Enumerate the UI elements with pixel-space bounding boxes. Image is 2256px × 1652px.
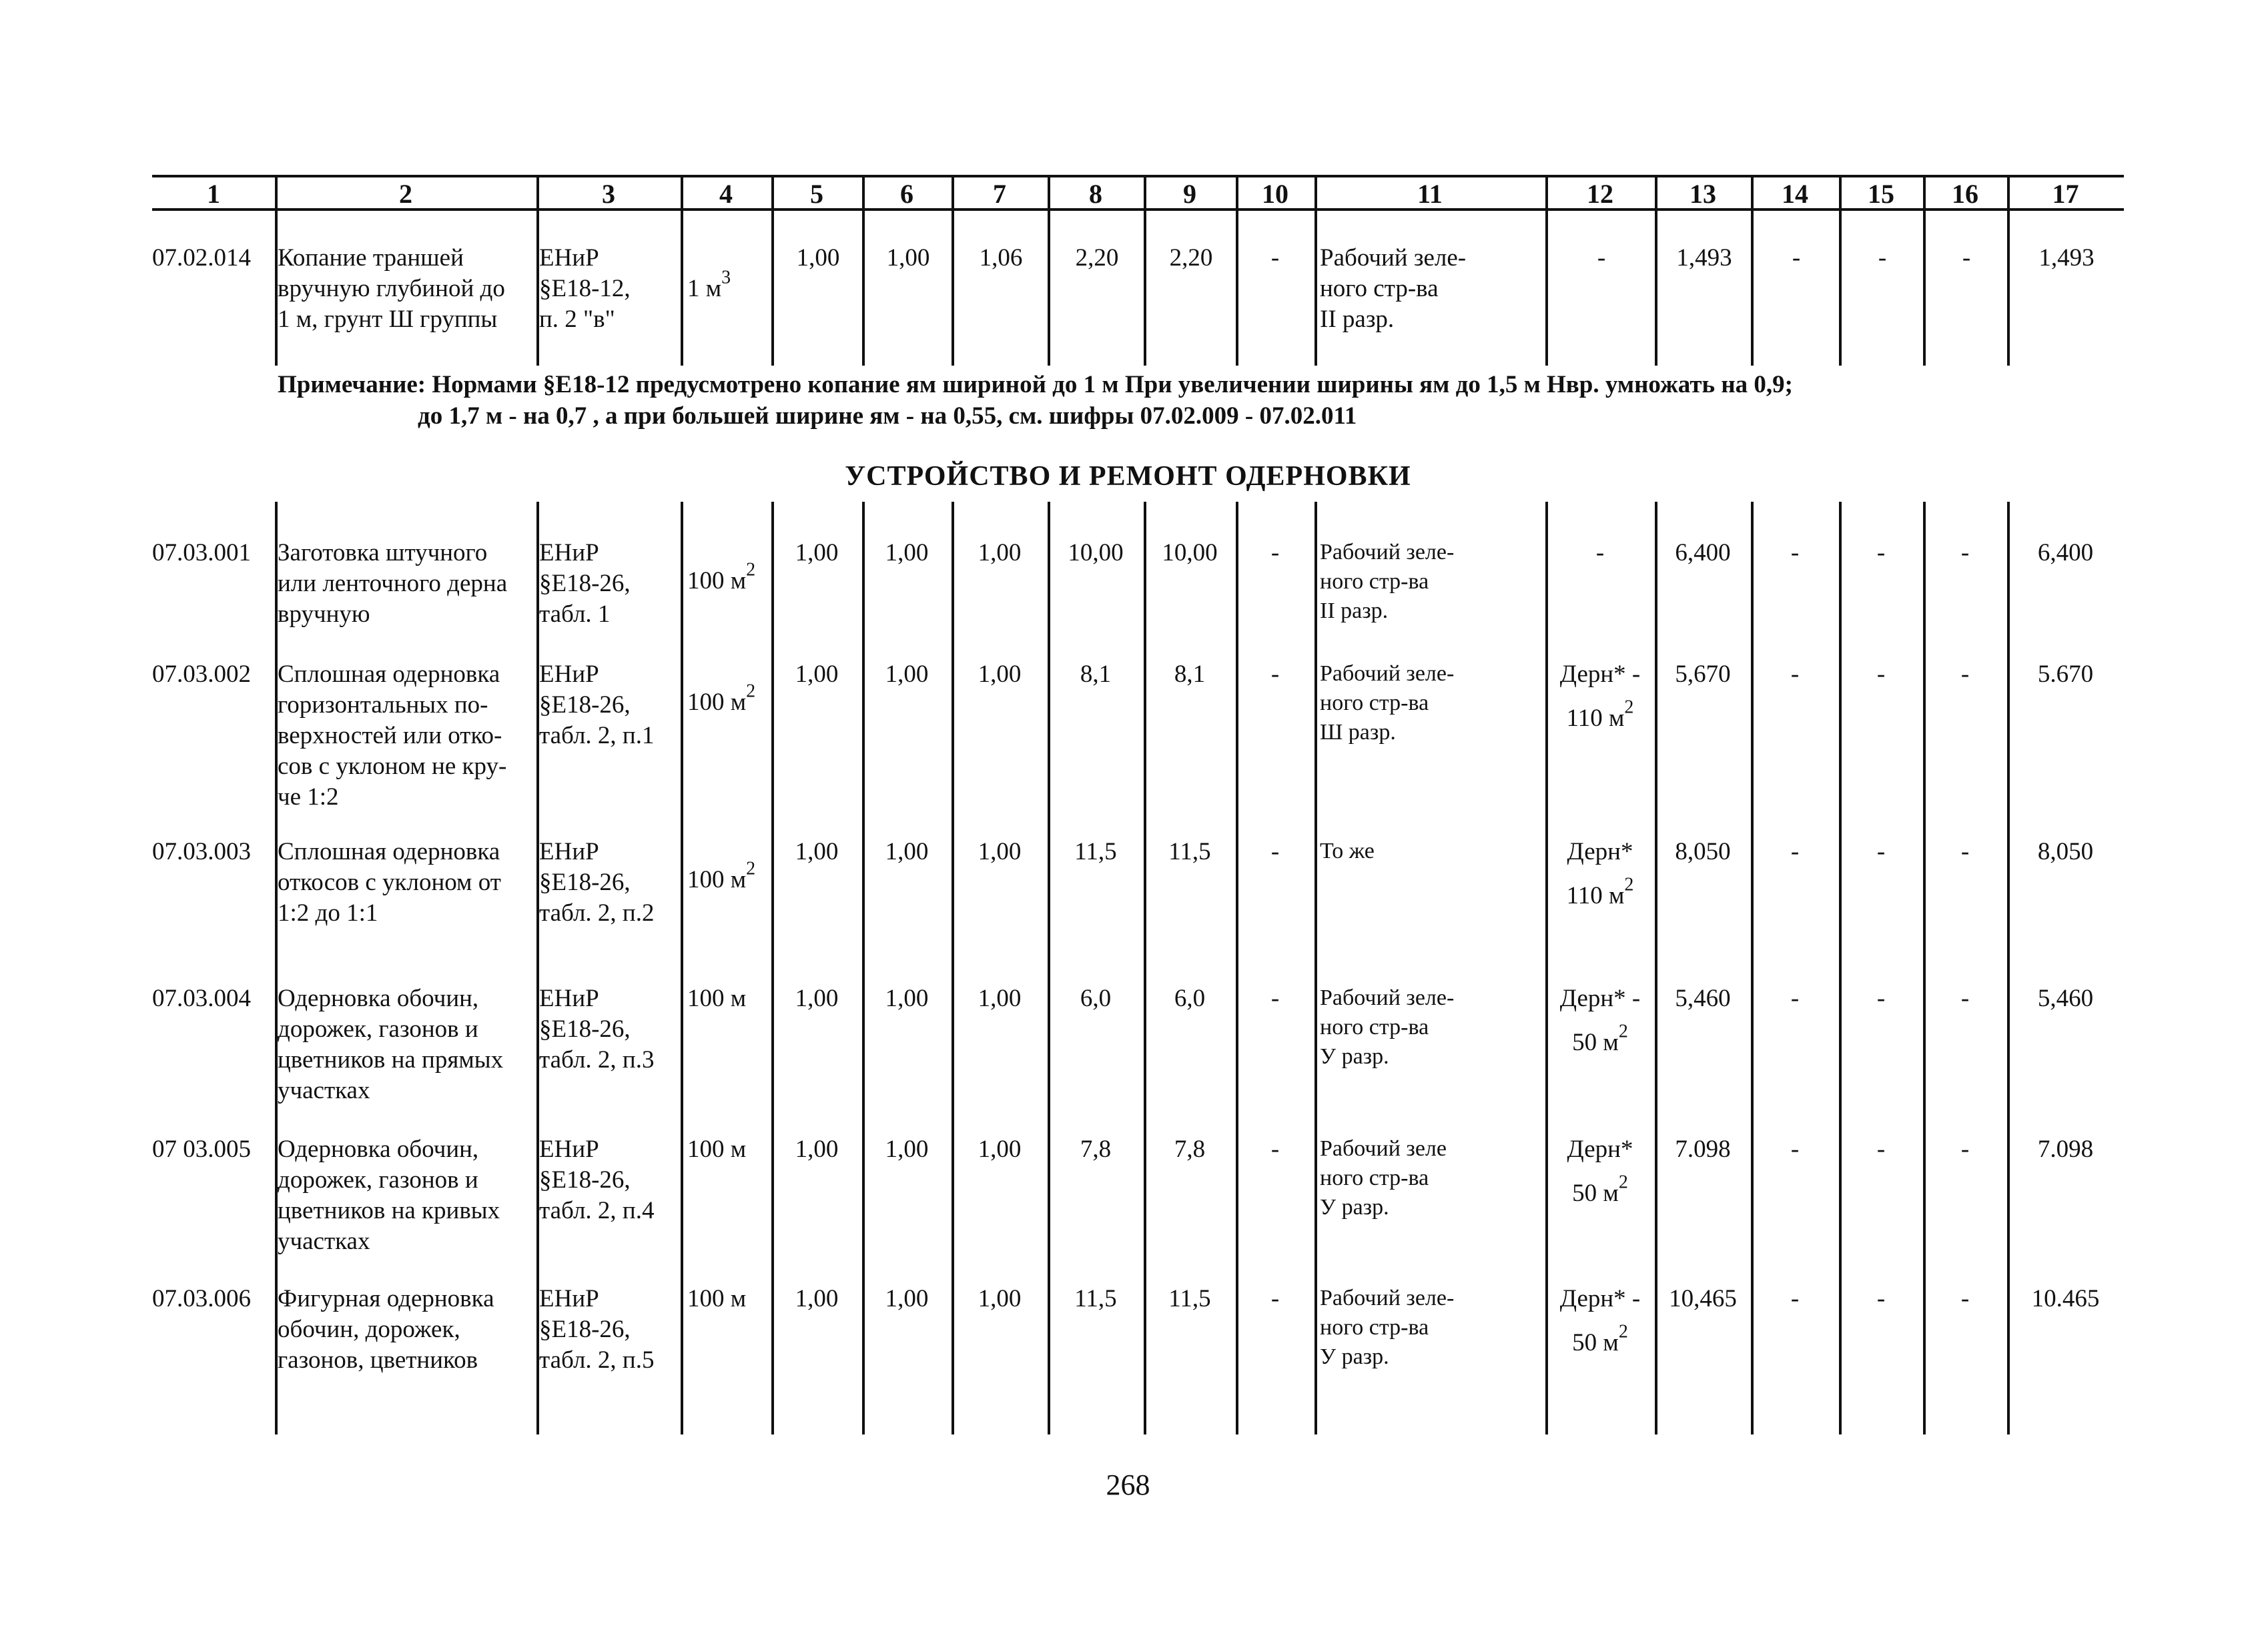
row-work-name-line: горизонтальных по- [278,691,488,719]
row-work-name-line: участках [278,1077,370,1104]
row-code: 07.03.003 [152,838,251,865]
row-code: 07.03.001 [152,539,251,566]
row-material-base: 50 м [1572,1180,1619,1207]
row-unit: 1 $м^3$ [687,267,731,302]
row-material-base: 110 м [1566,882,1625,909]
row-material [1545,538,1655,568]
row-worker [1320,1284,1454,1372]
row-worker-line: ного стр-ва [1320,569,1429,594]
row-norm-reference [539,1284,654,1376]
row-col6: 1,00 [885,661,929,688]
row-worker [1320,983,1454,1072]
row-norm-reference: ЕНиР §Е18-12, п. 2 "в" [539,244,631,333]
column-rule [681,502,683,1434]
row-col17: 10.465 [2031,1285,2100,1312]
row-material-base: 110 м [1566,705,1625,732]
row-norm-line: табл. 2, п.4 [539,1197,655,1224]
column-rule [681,175,683,366]
row-norm-reference [539,538,631,630]
row-col16: - [1960,985,1970,1012]
row-worker-line: II разр. [1320,598,1389,623]
row-material-base: 50 м [1572,1329,1619,1356]
row-worker-line: ного стр-ва [1320,1166,1429,1190]
row-col14: - [1790,1136,1800,1163]
row-col14: - [1790,1285,1800,1312]
row-unit-exponent: 2 [746,559,756,580]
row-col8: 11,5 [1074,1285,1117,1312]
row-col13: 7.098 [1675,1136,1731,1163]
row-col10: - [1270,838,1280,865]
header-col-1: 1 [207,178,220,209]
row-work-name-line: дорожек, газонов и [278,1166,478,1194]
row-col15: - [1876,838,1886,865]
row-work-name-line: вручную [278,600,370,628]
row-worker [1320,538,1454,626]
row-material-exponent: 2 [1618,1321,1628,1342]
row-work-name [278,1134,500,1257]
row-norm-reference [539,983,654,1076]
row-worker-line: У разр. [1320,1044,1389,1069]
row-work-name-line: Одерновка обочин, [278,985,479,1012]
row-norm-line: §Е18-26, [539,1166,631,1194]
row-col5: 1,00 [796,244,840,272]
row-col9: 7,8 [1174,1136,1206,1163]
row-code: 07.02.014 [152,244,251,272]
row-work-name-line: дорожек, газонов и [278,1015,478,1043]
row-col10: - [1270,1285,1280,1312]
row-worker-line: У разр. [1320,1195,1389,1220]
row-col17: 5.670 [2037,661,2094,688]
row-material-label: Дерн* [1567,1136,1633,1163]
row-norm-line: ЕНиР [539,838,599,865]
row-unit [687,559,756,596]
row-worker-line: ного стр-ва [1320,691,1429,715]
row-col8: 11,5 [1074,838,1117,865]
row-col6: 1,00 [885,1285,929,1312]
row-col13: 5,670 [1675,661,1731,688]
header-col-2: 2 [399,178,412,209]
row-col7: 1,00 [978,1136,1022,1163]
row-worker [1320,659,1454,747]
row-col15: - [1876,1285,1886,1312]
row-work-name-line: или ленточного дерна [278,570,508,597]
row-col12: - [1597,244,1606,272]
row-code: 07.03.004 [152,985,251,1012]
row-col10: - [1270,661,1280,688]
row-col15: - [1876,661,1886,688]
row-material-label: Дерн* - [1559,661,1641,688]
row-work-name-line: сов с уклоном не кру- [278,753,507,780]
row-work-name-line: че 1:2 [278,783,339,811]
row-col9: 10,00 [1162,539,1218,566]
row-worker-line: Рабочий зеле [1320,1136,1447,1161]
row-col16: - [1960,838,1970,865]
row-col7: 1,00 [978,539,1022,566]
row-material-amount [1545,1021,1655,1058]
row-material-base: 50 м [1572,1029,1619,1056]
row-material [1545,837,1655,911]
row-unit-base: 100 м [687,1136,747,1163]
row-col15: - [1878,244,1887,272]
row-unit-exponent: 2 [746,858,756,879]
column-rule [1314,502,1317,1434]
header-col-5: 5 [810,178,823,209]
header-col-14: 14 [1782,178,1808,209]
row-col16: - [1962,244,1971,272]
row-col14: - [1790,985,1800,1012]
row-col6: 1,00 [886,244,930,272]
row-unit [687,858,756,895]
row-norm-line: ЕНиР [539,1136,599,1163]
row-work-name-line: Одерновка обочин, [278,1136,479,1163]
row-unit-base: 100 м [687,985,747,1012]
row-col15: - [1876,985,1886,1012]
row-material-exponent: 2 [1618,1172,1628,1193]
row-col9: 2,20 [1169,244,1213,272]
row-col7: 1,00 [978,838,1022,865]
row-material-exponent: 2 [1624,874,1634,895]
row-col5: 1,00 [795,985,839,1012]
header-col-4: 4 [719,178,733,209]
row-col5: 1,00 [795,1285,839,1312]
row-col17: 5,460 [2037,985,2094,1012]
row-col6: 1,00 [885,1136,929,1163]
row-col5: 1,00 [795,661,839,688]
row-work-name [278,837,501,929]
row-norm-line: табл. 2, п.1 [539,722,655,749]
row-col5: 1,00 [795,1136,839,1163]
header-col-17: 17 [2052,178,2079,209]
row-col10: - [1270,539,1280,566]
header-col-7: 7 [993,178,1006,209]
row-norm-reference [539,659,654,751]
row-col17: 1,493 [2038,244,2095,272]
row-unit-base: 100 м [687,567,747,594]
row-material [1545,659,1655,734]
row-norm-line: §Е18-26, [539,1316,631,1343]
row-col10: - [1270,1136,1280,1163]
row-col9: 6,0 [1174,985,1206,1012]
row-unit-exponent: 2 [746,681,756,702]
row-worker: Рабочий зеле- ного стр-ва II разр. [1320,244,1467,333]
header-col-3: 3 [602,178,615,209]
row-code: 07.03.006 [152,1285,251,1312]
row-worker-line: ного стр-ва [1320,1015,1429,1040]
header-col-8: 8 [1089,178,1102,209]
row-work-name [278,1284,494,1376]
column-rule [1314,175,1317,366]
row-work-name-line: Фигурная одерновка [278,1285,494,1312]
row-col6: 1,00 [885,838,929,865]
row-col13: 5,460 [1675,985,1731,1012]
row-unit [687,1284,746,1314]
header-col-9: 9 [1183,178,1196,209]
row-worker-line: ного стр-ва [1320,1315,1429,1340]
row-col5: 1,00 [795,539,839,566]
row-work-name-line: Сплошная одерновка [278,661,500,688]
row-worker-line: Рабочий зеле- [1320,985,1455,1010]
row-unit-base: 100 м [687,689,747,716]
row-work-name-line: обочин, дорожек, [278,1316,460,1343]
header-col-16: 16 [1952,178,1978,209]
row-worker [1320,837,1375,866]
row-work-name [278,983,503,1106]
row-col14: - [1790,838,1800,865]
header-col-12: 12 [1587,178,1613,209]
header-col-15: 15 [1868,178,1894,209]
row-work-name-line: Заготовка штучного [278,539,488,566]
row-worker-line: Рабочий зеле- [1320,1286,1455,1310]
row-worker-line: Рабочий зеле- [1320,661,1455,686]
row-work-name-line: газонов, цветников [278,1346,478,1374]
row-col14: - [1790,539,1800,566]
row-norm-line: табл. 2, п.5 [539,1346,655,1374]
row-norm-line: §Е18-26, [539,869,631,896]
row-col9: 11,5 [1168,838,1211,865]
row-col17: 6,400 [2037,539,2094,566]
row-norm-line: табл. 2, п.3 [539,1046,655,1074]
row-norm-line: ЕНиР [539,985,599,1012]
row-work-name-line: верхностей или отко- [278,722,502,749]
row-norm-line: табл. 1 [539,600,611,628]
row-col14: - [1792,244,1801,272]
row-material-exponent: 2 [1624,697,1634,718]
header-col-11: 11 [1417,178,1443,209]
row-material-label: Дерн* - [1559,1285,1641,1312]
note-line-2: до 1,7 м - на 0,7 , а при большей ширине ям - на 0,55, см. шифры 07.02.009 - 07.02.011 [418,402,1357,430]
row-col8: 7,8 [1080,1136,1112,1163]
row-material [1545,1134,1655,1209]
row-col16: - [1960,1136,1970,1163]
row-col15: - [1876,1136,1886,1163]
row-material [1545,983,1655,1058]
row-norm-line: табл. 2, п.2 [539,899,655,927]
row-unit [687,1134,746,1165]
row-work-name-line: участках [278,1228,370,1255]
row-material-amount [1545,1321,1655,1358]
row-work-name-line: цветников на кривых [278,1197,500,1224]
row-unit [687,681,756,718]
row-col6: 1,00 [885,985,929,1012]
row-col17: 8,050 [2037,838,2094,865]
row-code: 07.03.002 [152,661,251,688]
row-col16: - [1960,661,1970,688]
header-col-13: 13 [1689,178,1716,209]
row-work-name: Копание траншей вручную глубиной до 1 м, грунт Ш группы [278,244,505,333]
row-norm-line: ЕНиР [539,539,599,566]
row-norm-line: ЕНиР [539,1285,599,1312]
row-col16: - [1960,1285,1970,1312]
row-col8: 8,1 [1080,661,1112,688]
row-worker-line: Ш разр. [1320,720,1396,745]
row-col7: 1,00 [978,661,1022,688]
row-material-amount [1545,697,1655,734]
row-worker [1320,1134,1447,1222]
row-norm-line: §Е18-26, [539,1015,631,1043]
section-title: УСТРОЙСТВО И РЕМОНТ ОДЕРНОВКИ [845,461,1411,492]
row-worker-line: Рабочий зеле- [1320,540,1455,564]
row-col7: 1,06 [979,244,1023,272]
row-norm-line: §Е18-26, [539,570,631,597]
row-work-name-line: откосов с уклоном от [278,869,501,896]
row-col8: 6,0 [1080,985,1112,1012]
row-col14: - [1790,661,1800,688]
row-norm-reference [539,837,654,929]
row-col10: - [1270,244,1280,272]
row-col10: - [1270,985,1280,1012]
row-col16: - [1960,539,1970,566]
row-col7: 1,00 [978,985,1022,1012]
row-col8: 10,00 [1068,539,1124,566]
row-material-exponent: 2 [1618,1021,1628,1042]
row-col9: 8,1 [1174,661,1206,688]
row-unit-base: 100 м [687,1285,747,1312]
row-unit [687,983,746,1014]
header-col-6: 6 [900,178,913,209]
row-col13: 1,493 [1676,244,1732,272]
row-material-amount [1545,1172,1655,1209]
row-material-label: Дерн* - [1559,985,1641,1012]
row-work-name-line: 1:2 до 1:1 [278,899,378,927]
row-unit-base: 100 м [687,866,747,893]
note-line-1: Примечание: Нормами §Е18-12 предусмотрено копание ям шириной до 1 м При увеличении ширины ям до 1,5 м Нвр. умножать на 0,9; [278,371,1793,398]
row-col13: 6,400 [1675,539,1731,566]
header-col-10: 10 [1262,178,1288,209]
row-work-name-line: цветников на прямых [278,1046,504,1074]
page-number: 268 [1106,1469,1150,1501]
row-col15: - [1876,539,1886,566]
row-material-label: - [1595,539,1605,566]
row-col17: 7.098 [2037,1136,2094,1163]
row-norm-reference [539,1134,654,1226]
row-code: 07 03.005 [152,1136,251,1163]
row-norm-line: ЕНиР [539,661,599,688]
row-worker-line: То же [1320,839,1375,863]
row-material-label: Дерн* [1567,838,1633,865]
row-col13: 8,050 [1675,838,1731,865]
row-material [1545,1284,1655,1358]
row-col8: 2,20 [1075,244,1119,272]
row-norm-line: §Е18-26, [539,691,631,719]
row-work-name [278,538,507,630]
row-col6: 1,00 [885,539,929,566]
row-col5: 1,00 [795,838,839,865]
row-material-amount [1545,874,1655,911]
row-work-name-line: Сплошная одерновка [278,838,500,865]
row-worker-line: У разр. [1320,1344,1389,1369]
row-work-name [278,659,506,813]
row-col7: 1,00 [978,1285,1022,1312]
row-col13: 10,465 [1669,1285,1737,1312]
row-col9: 11,5 [1168,1285,1211,1312]
